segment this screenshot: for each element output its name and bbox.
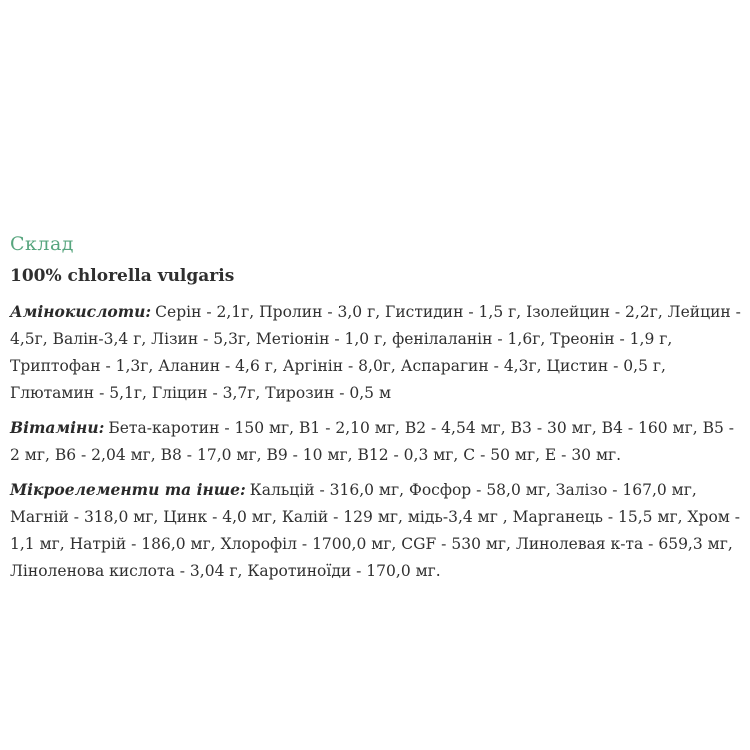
amino-acids-values: Серін - 2,1г, Пролин - 3,0 г, Гистидин - 1,5 г, Ізолейцин - 2,2г, Лейцин - 4,5г, Валін-3,4 г, Лізин - 5,3г, Метіонін - 1,0 г, фенілаланін - 1,6г, Треонін - 1,9 г, Триптофан - 1,3г, Аланин - 4,6 г, Аргінін - 8,0г, Аспарагин - 4,3г, Цистин - 0,5 г, Глютамин - 5,1г, Гліцин - 3,7г, Тирозин - 0,5 м xyxy=(10,303,741,402)
composition-subtitle: 100% chlorella vulgaris xyxy=(10,266,235,286)
amino-acids-label: Амінокислоти: xyxy=(10,302,152,321)
vitamins-paragraph xyxy=(10,414,742,469)
microelements-label: Мікроелементи та інше: xyxy=(10,480,246,499)
vitamins-values: Бета-каротин - 150 мг, В1 - 2,10 мг, В2 - 4,54 мг, В3 - 30 мг, В4 - 160 мг, В5 - 2 мг, В6 - 2,04 мг, В8 - 17,0 мг, В9 - 10 мг, В12 - 0,3 мг, С - 50 мг, Е - 30 мг. xyxy=(10,419,734,464)
microelements-paragraph xyxy=(10,476,742,585)
amino-acids-paragraph xyxy=(10,298,742,407)
microelements-values: Кальцій - 316,0 мг, Фосфор - 58,0 мг, Залізо - 167,0 мг, Магній - 318,0 мг, Цинк - 4,0 мг, Калій - 129 мг, мідь-3,4 мг , Марганець - 15,5 мг, Хром - 1,1 мг, Натрій - 186,0 мг, Хлорофіл - 1700,0 мг, CGF - 530 мг, Линолевая к-та - 659,3 мг, Ліноленова кислота - 3,04 г, Каротиноїди - 170,0 мг. xyxy=(10,481,740,580)
vitamins-label: Вітаміни: xyxy=(10,418,105,437)
composition-section-title: Склад xyxy=(10,233,75,255)
